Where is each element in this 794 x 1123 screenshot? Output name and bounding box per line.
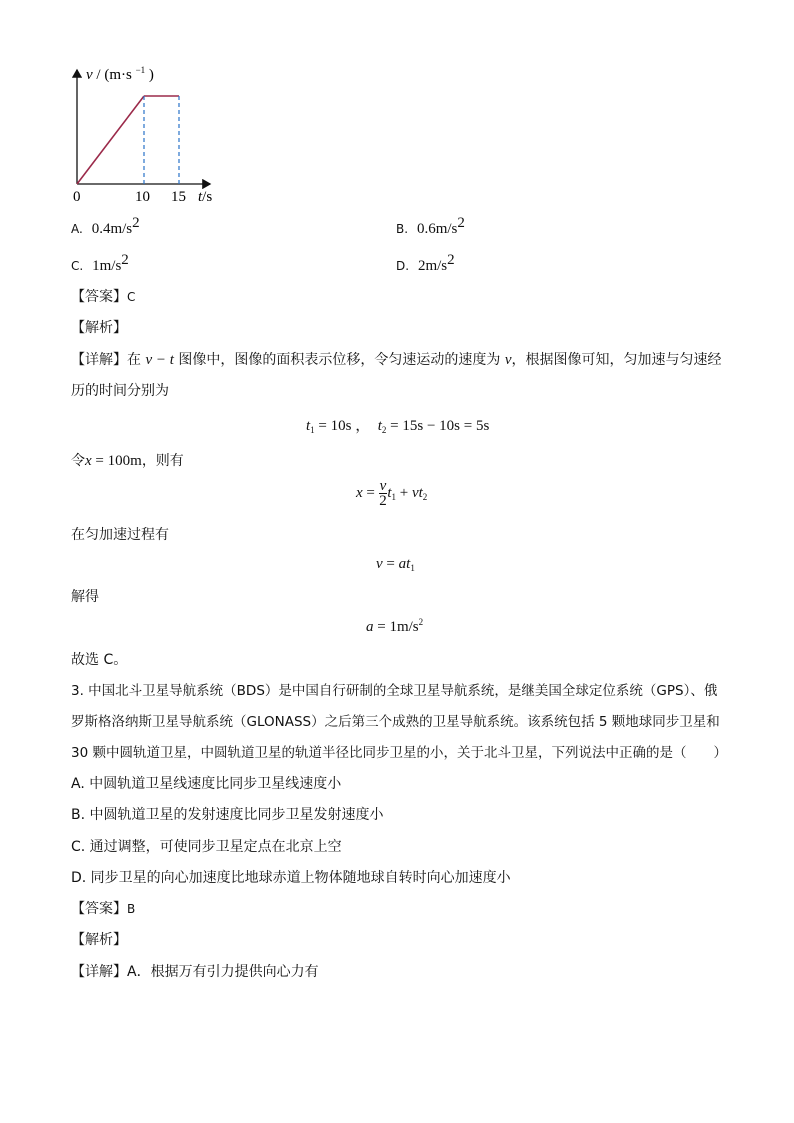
question3-line3: 30 颗中圆轨道卫星，中圆轨道卫星的轨道半径比同步卫星的小，关于北斗卫星，下列说法中正确的是（ ） [71, 745, 727, 761]
detail-tag: 【详解】 [71, 964, 127, 980]
detail-q2-line5: 解得 [71, 589, 99, 605]
question3-option-a: A. 中圆轨道卫星线速度比同步卫星线速度小 [71, 776, 342, 792]
answer-q2 [71, 287, 135, 307]
y-label-sup: −1 [135, 65, 146, 75]
analysis-q2: 【解析】 [71, 320, 127, 336]
question3-line2: 罗斯格洛纳斯卫星导航系统（GLONASS）之后第三个成熟的卫星导航系统。该系统包括 5 颗地球同步卫星和 [71, 714, 720, 730]
tick-label-10: 10 [135, 189, 150, 205]
y-label-close: ) [148, 67, 154, 83]
analysis-q3: 【解析】 [71, 932, 127, 948]
y-axis-label [86, 61, 154, 83]
detail-tag: 【详解】 [71, 352, 127, 368]
x-label-t: t [198, 189, 203, 205]
question3-option-b: B. 中圆轨道卫星的发射速度比同步卫星发射速度小 [71, 807, 384, 823]
answer-value: B [127, 902, 136, 916]
equation-times: $t_1 = 10s$ ， $t_2 = 15s - 10s = 5s$ [306, 418, 490, 435]
tick-label-15: 15 [171, 189, 186, 205]
detail-q3: 【详解】A．根据万有引力提供向心力有 [71, 964, 319, 980]
x-axis-label [198, 189, 212, 205]
detail-q2-line3: 令x = 100m，则有 [71, 453, 184, 469]
question3-option-d: D. 同步卫星的向心加速度比地球赤道上物体随地球自转时向心加速度小 [71, 870, 511, 886]
option-a: A. $0.4m/s^2$ [71, 215, 140, 237]
answer-value: C [127, 290, 136, 304]
detail-q2-conclusion: 故选 C。 [71, 652, 128, 668]
option-letter: A. [71, 222, 83, 236]
option-b: B. $0.6m/s^2$ [396, 215, 465, 237]
detail-q2-line1: 【详解】在 v − t 图像中，图像的面积表示位移，令匀速运动的速度为 v，根据图像可知，匀加速与匀速经 [71, 352, 722, 368]
option-value: 0.4m/s [91, 221, 133, 237]
answer-tag: 【答案】 [71, 901, 127, 917]
answer-q3 [71, 899, 135, 919]
option-d: D. $2m/s^2$ [396, 252, 455, 274]
vt-symbol: v − t [145, 352, 174, 368]
detail-q2-line2: 历的时间分别为 [71, 383, 169, 399]
option-letter: C. [71, 259, 84, 273]
origin-label: 0 [73, 189, 81, 205]
option-letter: D. [396, 259, 410, 273]
y-label-v: v [86, 67, 93, 83]
y-label-unit: / (m·s [96, 67, 132, 83]
vt-graph [60, 58, 230, 208]
equation-velocity: $v = at_1$ [376, 556, 415, 573]
option-value: 2m/s [417, 258, 448, 274]
detail-q2-line4: 在匀加速过程有 [71, 527, 169, 543]
option-letter: B. [396, 222, 409, 236]
x-label-unit: /s [202, 189, 213, 205]
question3-line1: 3. 中国北斗卫星导航系统（BDS）是中国自行研制的全球卫星导航系统，是继美国全球定位系统（GPS）、俄 [71, 683, 718, 699]
equation-displacement: x = $\frac{v}{2}$ $t_1 + vt_2$ [356, 478, 428, 509]
velocity-rise-segment [77, 96, 144, 184]
equation-acceleration: $a = 1m/s^2$ [366, 617, 424, 635]
answer-tag: 【答案】 [71, 289, 127, 305]
question3-option-c: C. 通过调整，可使同步卫星定点在北京上空 [71, 839, 342, 855]
option-value: 0.6m/s [416, 221, 458, 237]
option-c: C. $1m/s^2$ [71, 252, 129, 274]
option-value: 1m/s [92, 258, 122, 274]
